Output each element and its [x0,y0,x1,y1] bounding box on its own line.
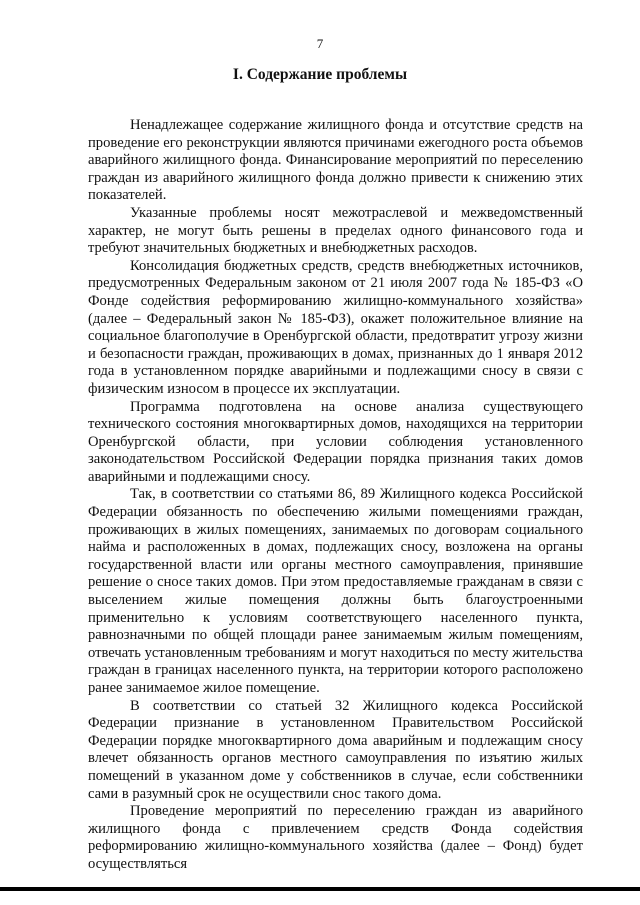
body-text [88,117,583,874]
paragraph: Ненадлежащее содержание жилищного фонда и отсутствие средств на проведение его реконструкции являются причинами ежегодного роста объемов аварийного жилищного фонда. Финансирование мероприятий по переселению граждан из аварийного жилищного фонда должно привести к снижению этих показателей. [88,117,583,204]
paragraph: Так, в соответствии со статьями 86, 89 Жилищного кодекса Российской Федерации обязанность по обеспечению жилыми помещениями граждан, проживающих в жилых помещениях, занимаемых по договорам социального найма и расположенных в домах, подлежащих сносу, возложена на органы государственной власти или органы местного самоуправления, принявшие решение о сносе таких домов. При этом предоставляемые гражданам в связи с выселением жилые помещения должны быть благоустроенными применительно к условиям соответствующего населенного пункта, равнозначными по общей площади ранее занимаемым жилым помещениям, отвечать установленным требованиям и могут находиться по месту жительства граждан в границах населенного пункта, на территории которого расположено ранее занимаемое жилое помещение. [88,486,583,696]
paragraph: В соответствии со статьей 32 Жилищного кодекса Российской Федерации признание в установленном Правительством Российской Федерации порядке многоквартирного дома аварийным и подлежащим сносу влечет обязанность органов местного самоуправления по изъятию жилых помещений в указанном доме у собственников в случае, если собственники сами в разумный срок не осуществили снос такого дома. [88,697,583,802]
paragraph: Программа подготовлена на основе анализа существующего технического состояния многоквартирных домов, находящихся на территории Оренбургской области, при условии соблюдения установленного законодательством Российской Федерации порядка признания таких домов аварийными и подлежащими сносу. [88,398,583,485]
section-title: I. Содержание проблемы [232,66,408,83]
paragraph: Указанные проблемы носят межотраслевой и межведомственный характер, не могут быть решены в пределах одного финансового года и требуют значительных бюджетных и внебюджетных расходов. [88,204,583,257]
page-bottom-rule [0,887,640,891]
page-number: 7 [316,36,324,51]
paragraph: Проведение мероприятий по переселению граждан из аварийного жилищного фонда с привлечением средств Фонда содействия реформированию жилищно-коммунального хозяйства (далее – Фонд) будет осуществляться [88,803,583,872]
paragraph: Консолидация бюджетных средств, средств внебюджетных источников, предусмотренных Федеральным законом от 21 июля 2007 года № 185-ФЗ «О Фонде содействия реформированию жилищно-коммунального хозяйства» (далее – Федеральный закон № 185-ФЗ), окажет положительное влияние на социальное благополучие в Оренбургской области, предотвратит угрозу жизни и безопасности граждан, проживающих в домах, признанных до 1 января 2012 года в установленном порядке аварийными и подлежащими сносу в связи с физическим износом в процессе их эксплуатации. [88,257,583,397]
